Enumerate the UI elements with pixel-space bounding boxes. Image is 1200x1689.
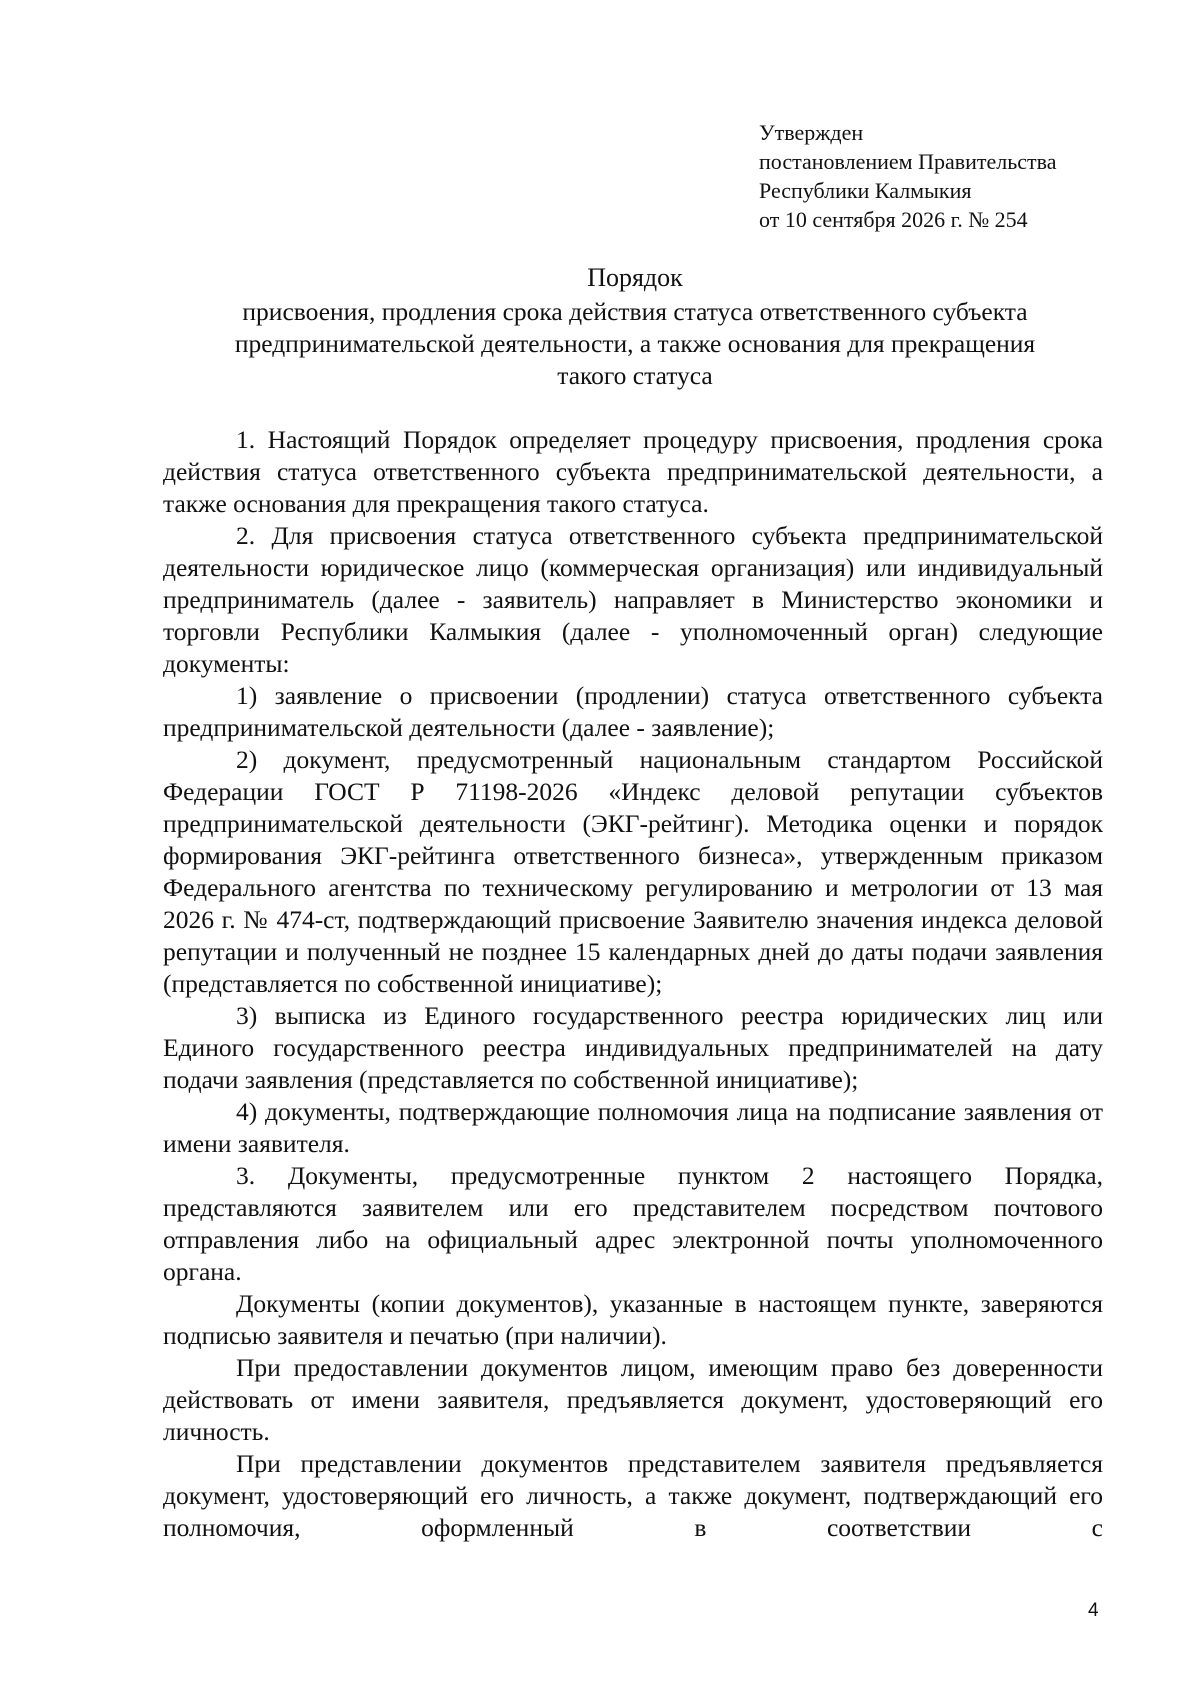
page-number: 4 bbox=[1088, 1600, 1099, 1621]
paragraph-3-identity: При предоставлении документов лицом, имеющим право без доверенности действовать от имени заявителя, предъявляется документ, удостоверяющий его личность. bbox=[163, 1353, 1103, 1446]
paragraph-1: 1. Настоящий Порядок определяет процедуру присвоения, продления срока действия статуса ответственного субъекта предпринимательской деятельности, а также основания для прекращения такого статуса. bbox=[163, 425, 1103, 518]
approval-line: Республики Калмыкия bbox=[759, 178, 972, 203]
paragraph-2-item-3: 3) выписка из Единого государственного реестра юридических лиц или Единого государственного реестра индивидуальных предпринимателей на дату подачи заявления (представляется по собственной инициативе); bbox=[163, 1001, 1103, 1094]
paragraph-2-item-2: 2) документ, предусмотренный национальным стандартом Российской Федерации ГОСТ Р 71198-2026 «Индекс деловой репутации субъектов предпринимательской деятельности (ЭКГ-рейтинг). Методика оценки и порядок формирования ЭКГ-рейтинга ответственного бизнеса», утвержденным приказом Федерального агентства по техническому регулированию и метрологии от 13 мая 2026 г. № 474-ст, подтверждающий присвоение Заявителю значения индекса деловой репутации и полученный не позднее 15 календарных дней до даты подачи заявления (представляется по собственной инициативе); bbox=[163, 745, 1103, 998]
approval-line: от 10 сентября 2026 г. № 254 bbox=[759, 207, 1028, 232]
subtitle-line: присвоения, продления срока действия статуса ответственного субъекта bbox=[242, 297, 1028, 326]
paragraph-2-item-4: 4) документы, подтверждающие полномочия лица на подписание заявления от имени заявителя. bbox=[163, 1097, 1103, 1158]
subtitle-line: такого статуса bbox=[557, 361, 713, 390]
approval-line: Утвержден bbox=[759, 120, 864, 145]
paragraph-2-item-1: 1) заявление о присвоении (продлении) статуса ответственного субъекта предпринимательской деятельности (далее - заявление); bbox=[163, 681, 1103, 742]
paragraph-3-certification: Документы (копии документов), указанные в настоящем пункте, заверяются подписью заявителя и печатью (при наличии). bbox=[163, 1289, 1103, 1350]
approval-block bbox=[759, 118, 1159, 234]
approval-line: постановлением Правительства bbox=[759, 149, 1057, 174]
document-subtitle bbox=[165, 296, 1105, 392]
paragraph-3: 3. Документы, предусмотренные пунктом 2 настоящего Порядка, представляются заявителем или его представителем посредством почтового отправления либо на официальный адрес электронной почты уполномоченного органа. bbox=[163, 1161, 1103, 1286]
paragraph-3-representative: При представлении документов представителем заявителя предъявляется документ, удостоверяющий его личность, а также документ, подтверждающий его полномочия, оформленный в соответствии с bbox=[163, 1449, 1103, 1542]
paragraph-2: 2. Для присвоения статуса ответственного субъекта предпринимательской деятельности юридическое лицо (коммерческая организация) или индивидуальный предприниматель (далее - заявитель) направляет в Министерство экономики и торговли Республики Калмыкия (далее - уполномоченный орган) следующие документы: bbox=[163, 521, 1103, 678]
document-title: Порядок bbox=[587, 263, 683, 292]
document-body bbox=[163, 424, 1103, 1544]
subtitle-line: предпринимательской деятельности, а также основания для прекращения bbox=[234, 329, 1036, 358]
